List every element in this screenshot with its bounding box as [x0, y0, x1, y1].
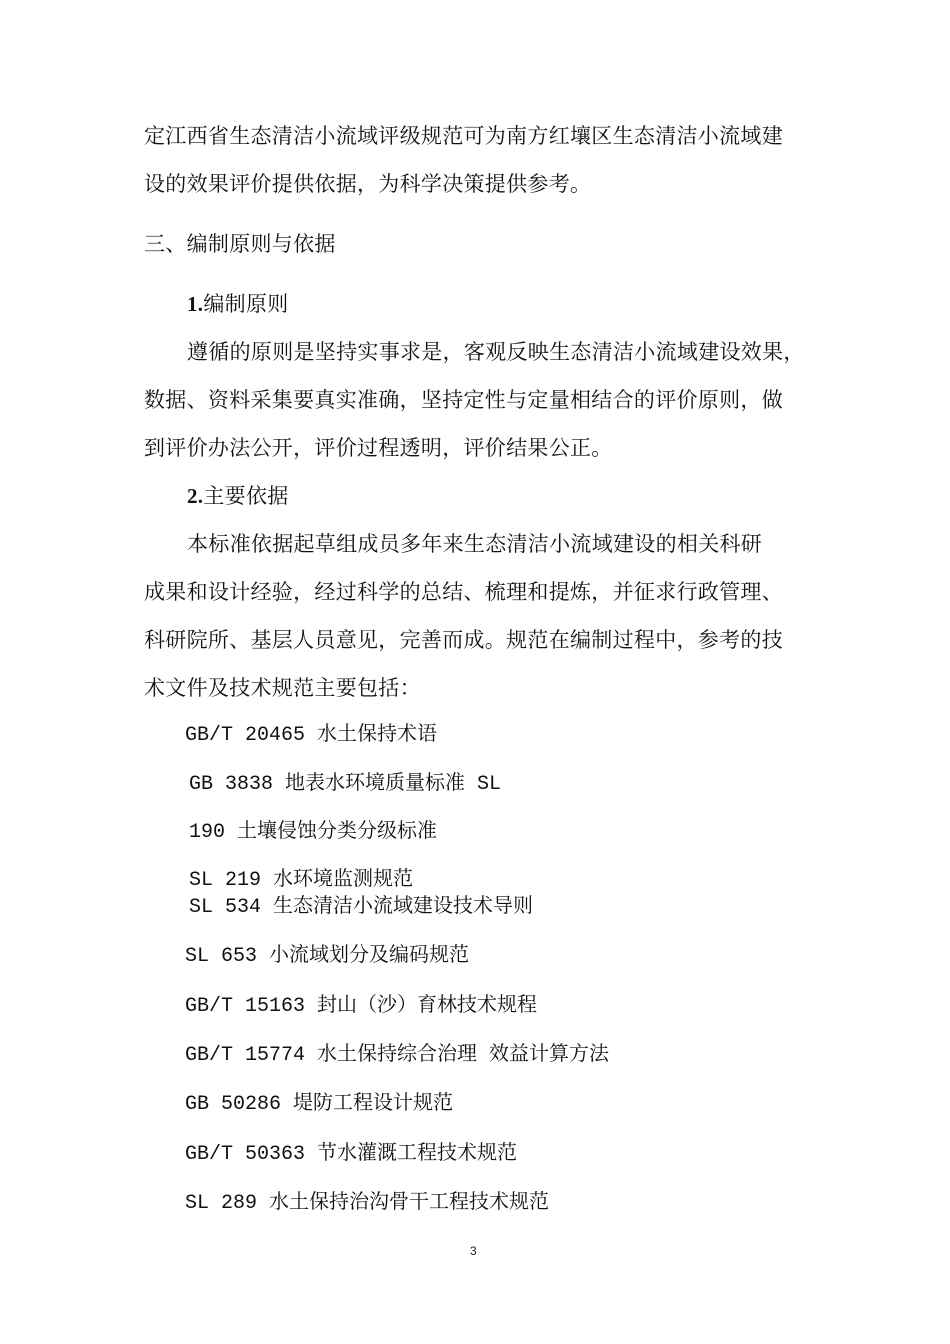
intro-line-2: 设的效果评价提供依据，为科学决策提供参考。	[144, 172, 592, 196]
reference-item: 190 土壤侵蚀分类分级标准	[189, 821, 438, 844]
basis-line-1: 本标准依据起草组成员多年来生态清洁小流域建设的相关科研	[187, 532, 763, 556]
principle-line-1: 遵循的原则是坚持实事求是，客观反映生态清洁小流域建设效果，	[187, 340, 805, 364]
subsection-1-number: 1.	[187, 292, 204, 316]
principle-line-3: 到评价办法公开，评价过程透明，评价结果公正。	[144, 436, 613, 460]
subsection-2-heading	[187, 480, 289, 510]
principle-line-2: 数据、资料采集要真实准确，坚持定性与定量相结合的评价原则，做	[144, 388, 783, 412]
reference-item: GB/T 15774 水土保持综合治理 效益计算方法	[185, 1044, 610, 1067]
reference-item: SL 219 水环境监测规范	[189, 869, 414, 892]
reference-item: SL 534 生态清洁小流域建设技术导则	[189, 896, 534, 919]
reference-item: GB/T 20465 水土保持术语	[185, 724, 438, 747]
page-number: 3	[470, 1244, 477, 1258]
subsection-2-number: 2.	[187, 484, 204, 508]
intro-line-1: 定江西省生态清洁小流域评级规范可为南方红壤区生态清洁小流域建	[144, 124, 783, 148]
basis-line-4: 术文件及技术规范主要包括：	[144, 676, 421, 700]
reference-item: SL 653 小流域划分及编码规范	[185, 945, 470, 968]
reference-item: SL 289 水土保持治沟骨干工程技术规范	[185, 1192, 550, 1215]
subsection-2-title: 主要依据	[203, 484, 289, 508]
section-heading: 三、编制原则与依据	[144, 232, 336, 256]
reference-item: GB 3838 地表水环境质量标准 SL	[189, 773, 502, 796]
basis-line-2: 成果和设计经验，经过科学的总结、梳理和提炼，并征求行政管理、	[144, 580, 783, 604]
reference-item: GB 50286 堤防工程设计规范	[185, 1093, 454, 1116]
reference-item: GB/T 15163 封山（沙）育林技术规程	[185, 995, 538, 1018]
reference-item: GB/T 50363 节水灌溉工程技术规范	[185, 1143, 518, 1166]
basis-line-3: 科研院所、基层人员意见，完善而成。规范在编制过程中，参考的技	[144, 628, 783, 652]
subsection-1-heading	[187, 288, 289, 318]
subsection-1-title: 编制原则	[203, 292, 289, 316]
